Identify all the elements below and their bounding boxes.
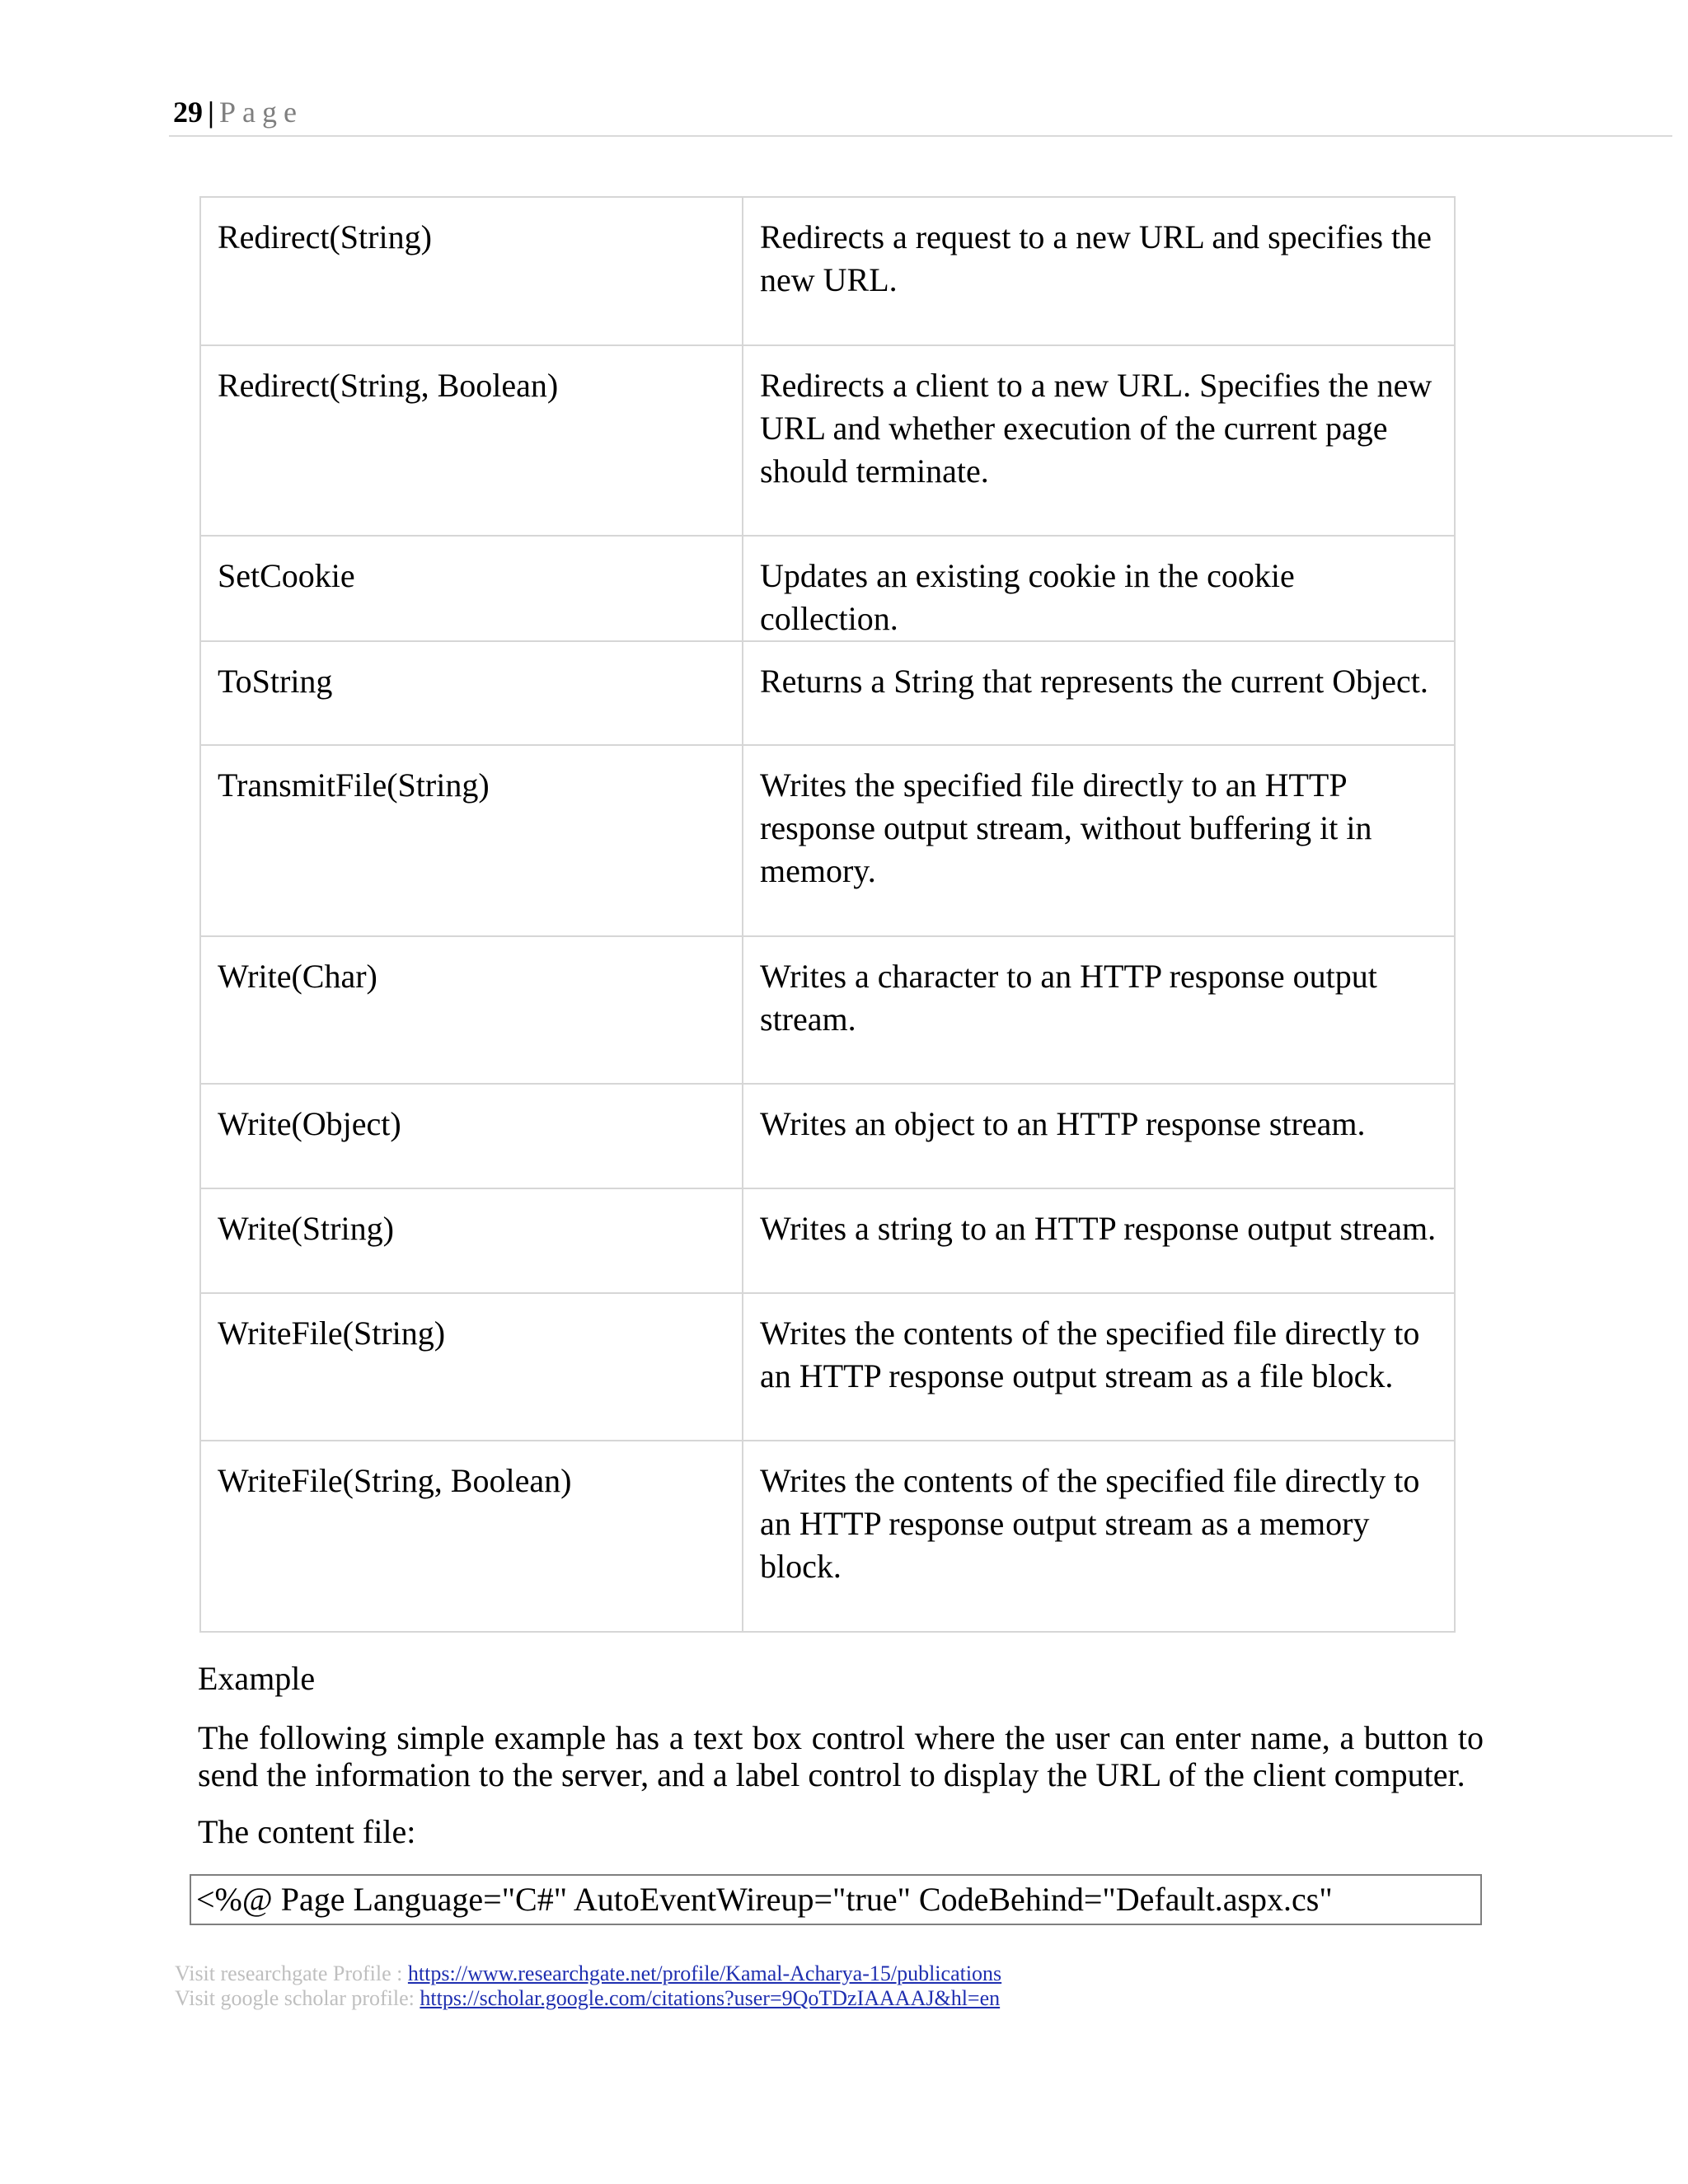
footer-scholar [175, 1986, 1000, 2011]
table-row [200, 1441, 1455, 1632]
method-cell: Write(Object) [200, 1084, 743, 1188]
method-cell: ToString [200, 641, 743, 745]
description-cell: Writes a character to an HTTP response output stream. [743, 936, 1455, 1084]
description-cell: Writes the contents of the specified file directly to an HTTP response output stream as a memory block. [743, 1441, 1455, 1632]
description-cell: Returns a String that represents the current Object. [743, 641, 1455, 745]
content-file-label: The content file: [198, 1813, 416, 1850]
code-box [190, 1874, 1482, 1925]
description-cell: Updates an existing cookie in the cookie collection. [743, 536, 1455, 641]
example-heading: Example [198, 1660, 316, 1697]
method-cell: TransmitFile(String) [200, 745, 743, 936]
description-cell: Writes the contents of the specified file directly to an HTTP response output stream as a file block. [743, 1293, 1455, 1441]
method-cell: Redirect(String, Boolean) [200, 345, 743, 536]
description-cell: Writes an object to an HTTP response stream. [743, 1084, 1455, 1188]
example-paragraph: The following simple example has a text box control where the user can enter name, a button to send the information to the server, and a label control to display the URL of the client computer. [198, 1719, 1484, 1793]
researchgate-label: Visit researchgate Profile : [175, 1961, 408, 1985]
methods-table [199, 196, 1456, 1633]
method-cell: Write(Char) [200, 936, 743, 1084]
description-cell: Redirects a request to a new URL and specifies the new URL. [743, 197, 1455, 345]
table-row [200, 936, 1455, 1084]
method-cell: WriteFile(String, Boolean) [200, 1441, 743, 1632]
table-row [200, 536, 1455, 641]
scholar-link[interactable]: https://scholar.google.com/citations?user=9QoTDzIAAAAJ&hl=en [420, 1986, 1001, 2010]
footer-researchgate [175, 1961, 1001, 1986]
table-row [200, 197, 1455, 345]
method-cell: WriteFile(String) [200, 1293, 743, 1441]
page-header [173, 97, 303, 127]
table-row [200, 1293, 1455, 1441]
page-word: Page [218, 96, 303, 129]
description-cell: Writes the specified file directly to an HTTP response output stream, without buffering it in memory. [743, 745, 1455, 936]
header-divider [169, 135, 1672, 137]
code-line: <%@ Page Language="C#" AutoEventWireup="true" CodeBehind="Default.aspx.cs" [196, 1881, 1333, 1918]
table-row [200, 641, 1455, 745]
table-row [200, 745, 1455, 936]
header-separator: | [208, 96, 214, 129]
table-row [200, 1188, 1455, 1293]
description-cell: Writes a string to an HTTP response output stream. [743, 1188, 1455, 1293]
description-cell: Redirects a client to a new URL. Specifies the new URL and whether execution of the current page should terminate. [743, 345, 1455, 536]
method-cell: SetCookie [200, 536, 743, 641]
researchgate-link[interactable]: https://www.researchgate.net/profile/Kamal-Acharya-15/publications [407, 1961, 1002, 1985]
scholar-label: Visit google scholar profile: [175, 1986, 420, 2010]
table-row [200, 1084, 1455, 1188]
method-cell: Write(String) [200, 1188, 743, 1293]
table-row [200, 345, 1455, 536]
method-cell: Redirect(String) [200, 197, 743, 345]
page-number: 29 [173, 96, 203, 129]
